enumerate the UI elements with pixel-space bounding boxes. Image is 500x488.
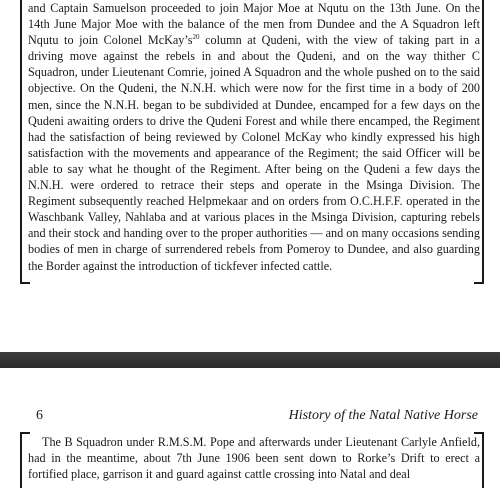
paragraph-text-part1: and Captain Samuelson proceeded to join Major Moe at Nqutu on the 13th June. On the 14th June Major Moe with the balance of the men from Dundee and the A Squadron left Nqutu to join Colonel McKay’s <box>28 1 480 48</box>
paragraph-text-part2: column at Qudeni, with the view of taking part in a driving move against the rebels in and about the Qudeni, and on the way thither C Squadron, under Lieutenant Comrie, joined A Squadron and the whole pushed on to the said objective. On the Qudeni, the N.N.H. which were now for the first time in a body of 200 men, since the N.N.H. began to be subdivided at Dundee, encamped for a few days on the Qudeni awaiting orders to drive the Qudeni Forest and while there encamped, the Regiment had the satisfaction of being reviewed by Colonel McKay who kindly expressed his high satisfaction with the movements and appearance of the Regiment; the said Officer will be able to say what he thought of the Regiment. After being on the Qudeni a few days the N.N.H. were ordered to retrace their steps and operate in the Msinga Division. The Regiment subsequently reached Helpmekaar and on orders from O.C.H.F.F. operated in the Waschbank Valley, Nahlaba and at various places in the Msinga Division, capturing rebels and their stock and handing over to the proper authorities — and on many occasions sending bodies of men in charge of surrendered rebels from Pomeroy to Dundee, and also guarding the Border against the introduction of tickfever infected cattle. <box>28 33 480 273</box>
page-separator <box>0 352 500 368</box>
paragraph-text: The B Squadron under R.M.S.M. Pope and afterwards under Lieutenant Carlyle Anfield, had in the meantime, about 7th June 1906 been sent down to Rorke’s Drift to erect a fortified place, garrison it and guard against cattle crossing into Natal and deal <box>28 435 480 482</box>
running-header <box>0 408 500 428</box>
body-paragraph-bottom <box>28 434 480 482</box>
body-paragraph-top <box>28 0 480 274</box>
page-number: 6 <box>36 408 43 423</box>
footnote-reference[interactable]: 20 <box>192 33 200 42</box>
document-page-bottom <box>0 368 500 486</box>
running-title: History of the Natal Native Horse <box>288 408 478 423</box>
